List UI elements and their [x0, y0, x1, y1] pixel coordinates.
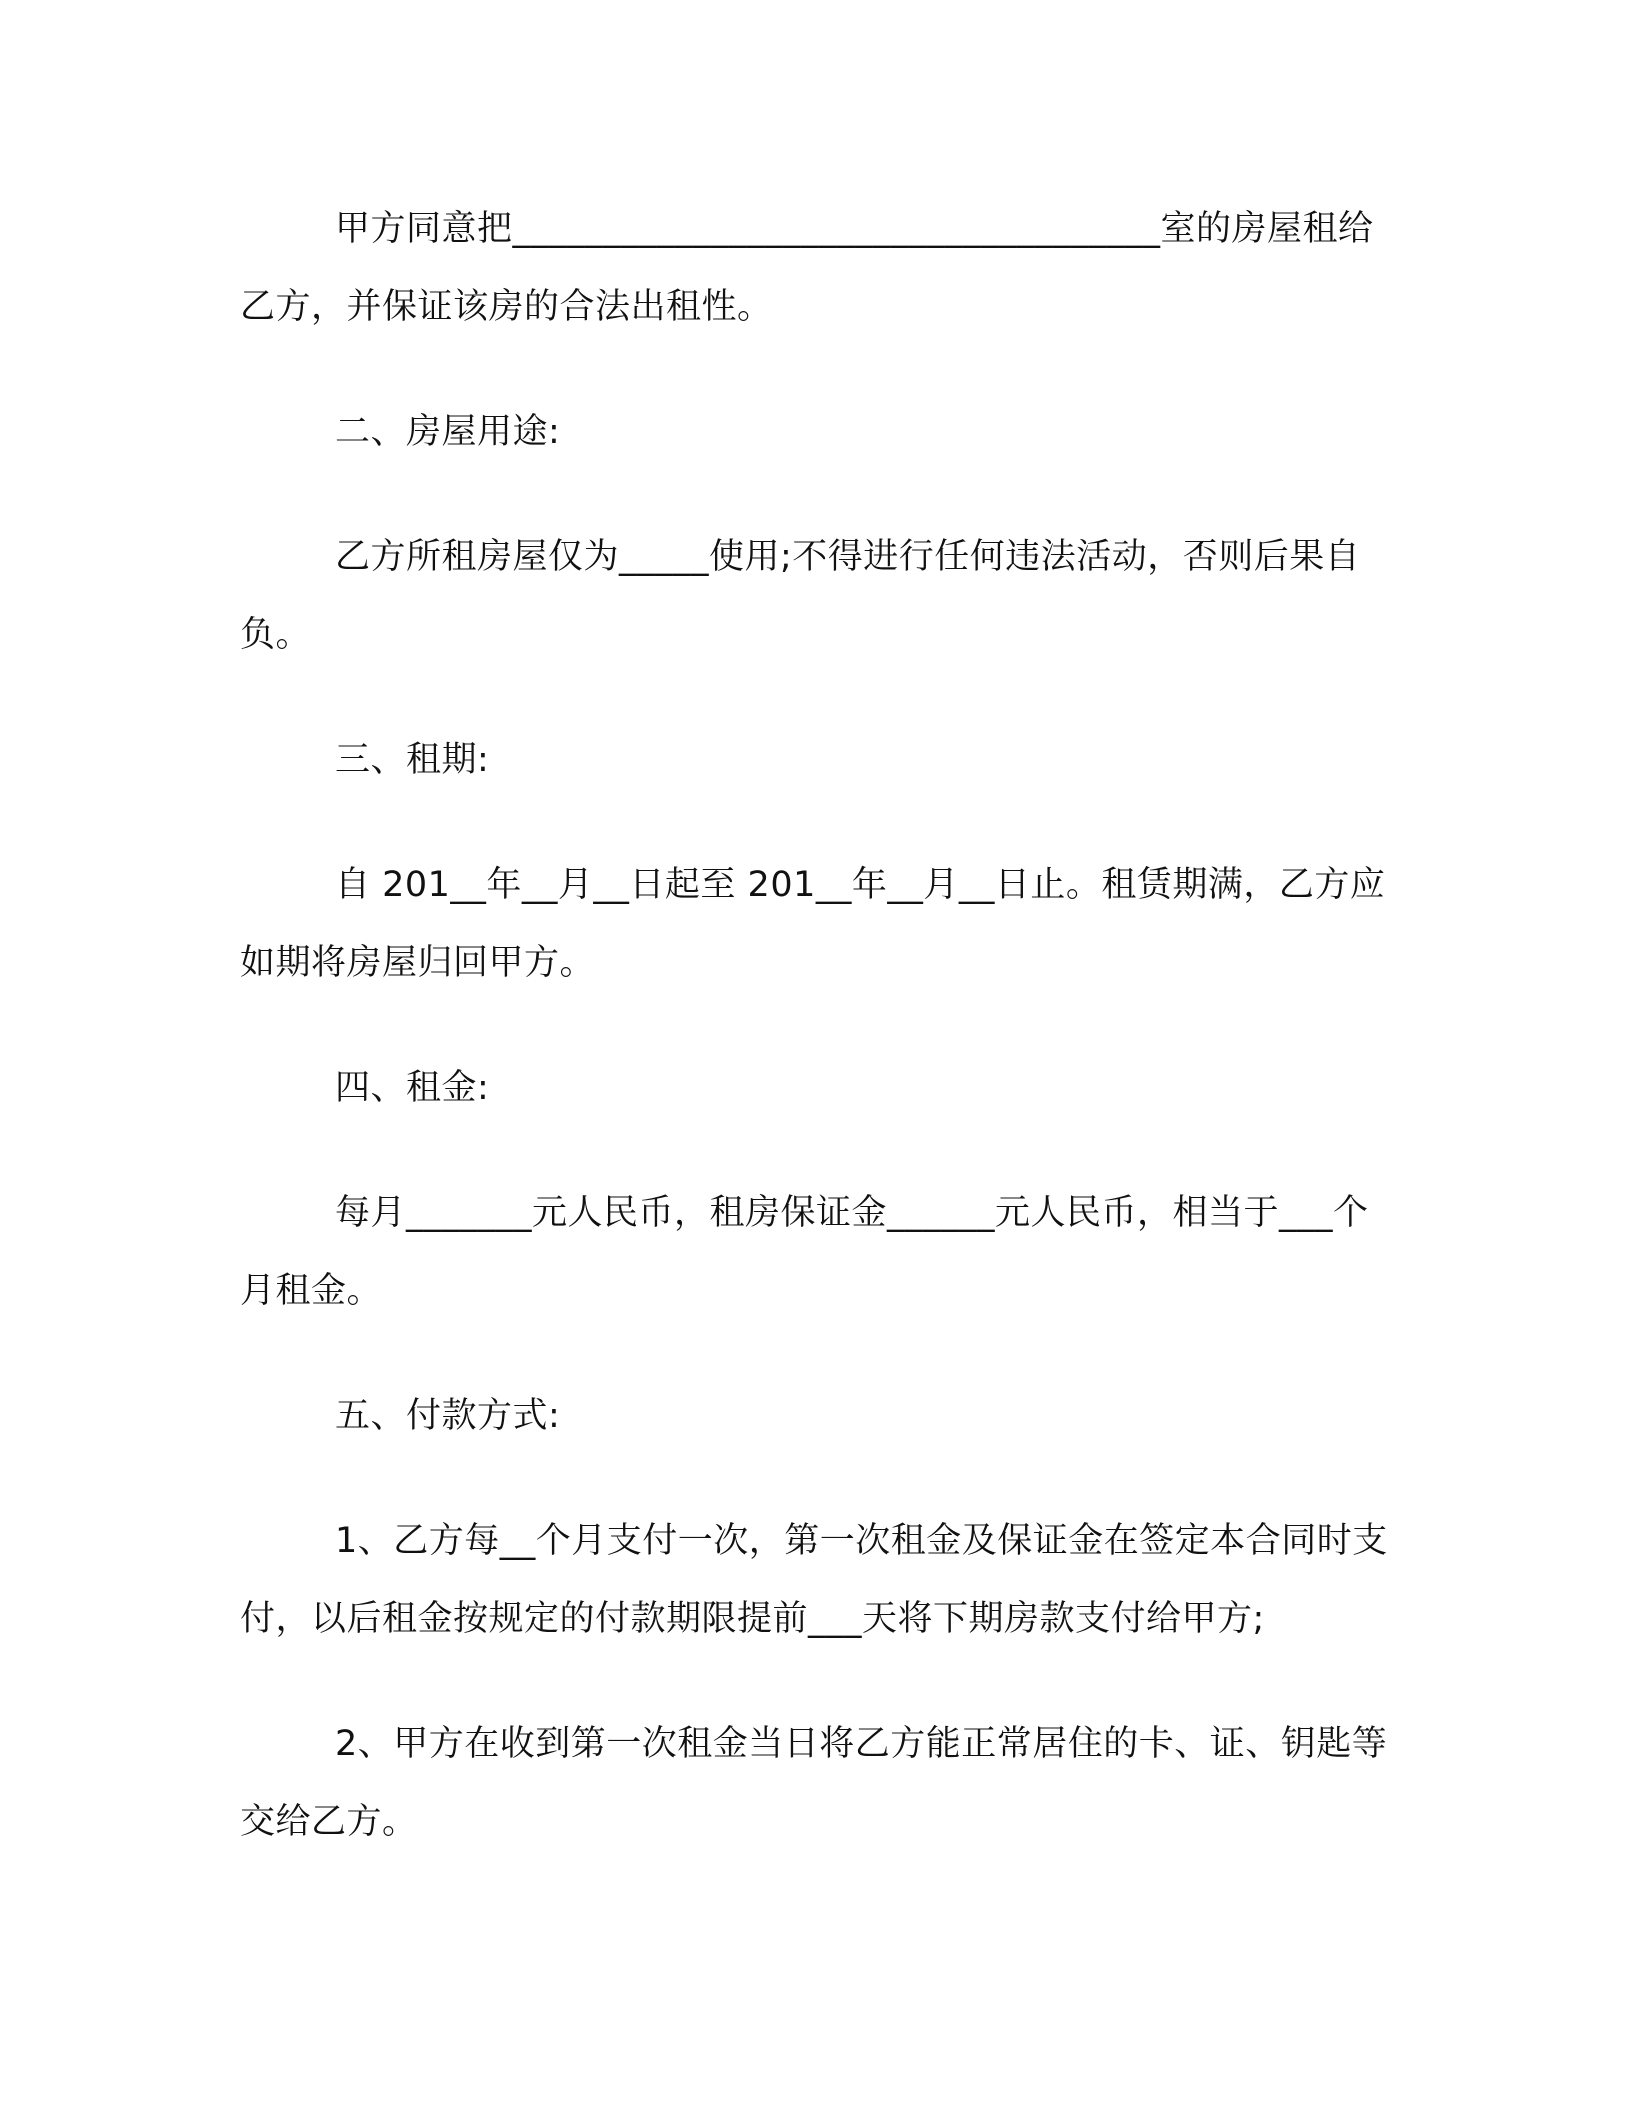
paragraph-payment-1: 1、乙方每__个月支付一次，第一次租金及保证金在签定本合同时支付，以后租金按规定的付款期限提前___天将下期房款支付给甲方; [240, 1521, 1388, 1639]
document-body [240, 190, 1400, 1908]
heading-lease-term: 三、租期: [335, 740, 490, 780]
heading-house-usage: 二、房屋用途: [335, 412, 561, 452]
paragraph-payment-2: 2、甲方在收到第一次租金当日将乙方能正常居住的卡、证、钥匙等交给乙方。 [240, 1724, 1388, 1842]
heading-rent: 四、租金: [335, 1068, 490, 1108]
paragraph-lease-property: 甲方同意把____________________________________室的房屋租给乙方，并保证该房的合法出租性。 [240, 209, 1374, 327]
paragraph-rent: 每月_______元人民币，租房保证金______元人民币，相当于___个月租金。 [240, 1193, 1369, 1311]
paragraph-term: 自 201__年__月__日起至 201__年__月__日止。租赁期满，乙方应如期将房屋归回甲方。 [240, 865, 1386, 983]
paragraph-usage: 乙方所租房屋仅为_____使用;不得进行任何违法活动，否则后果自负。 [240, 537, 1361, 655]
heading-payment-method: 五、付款方式: [335, 1396, 561, 1436]
